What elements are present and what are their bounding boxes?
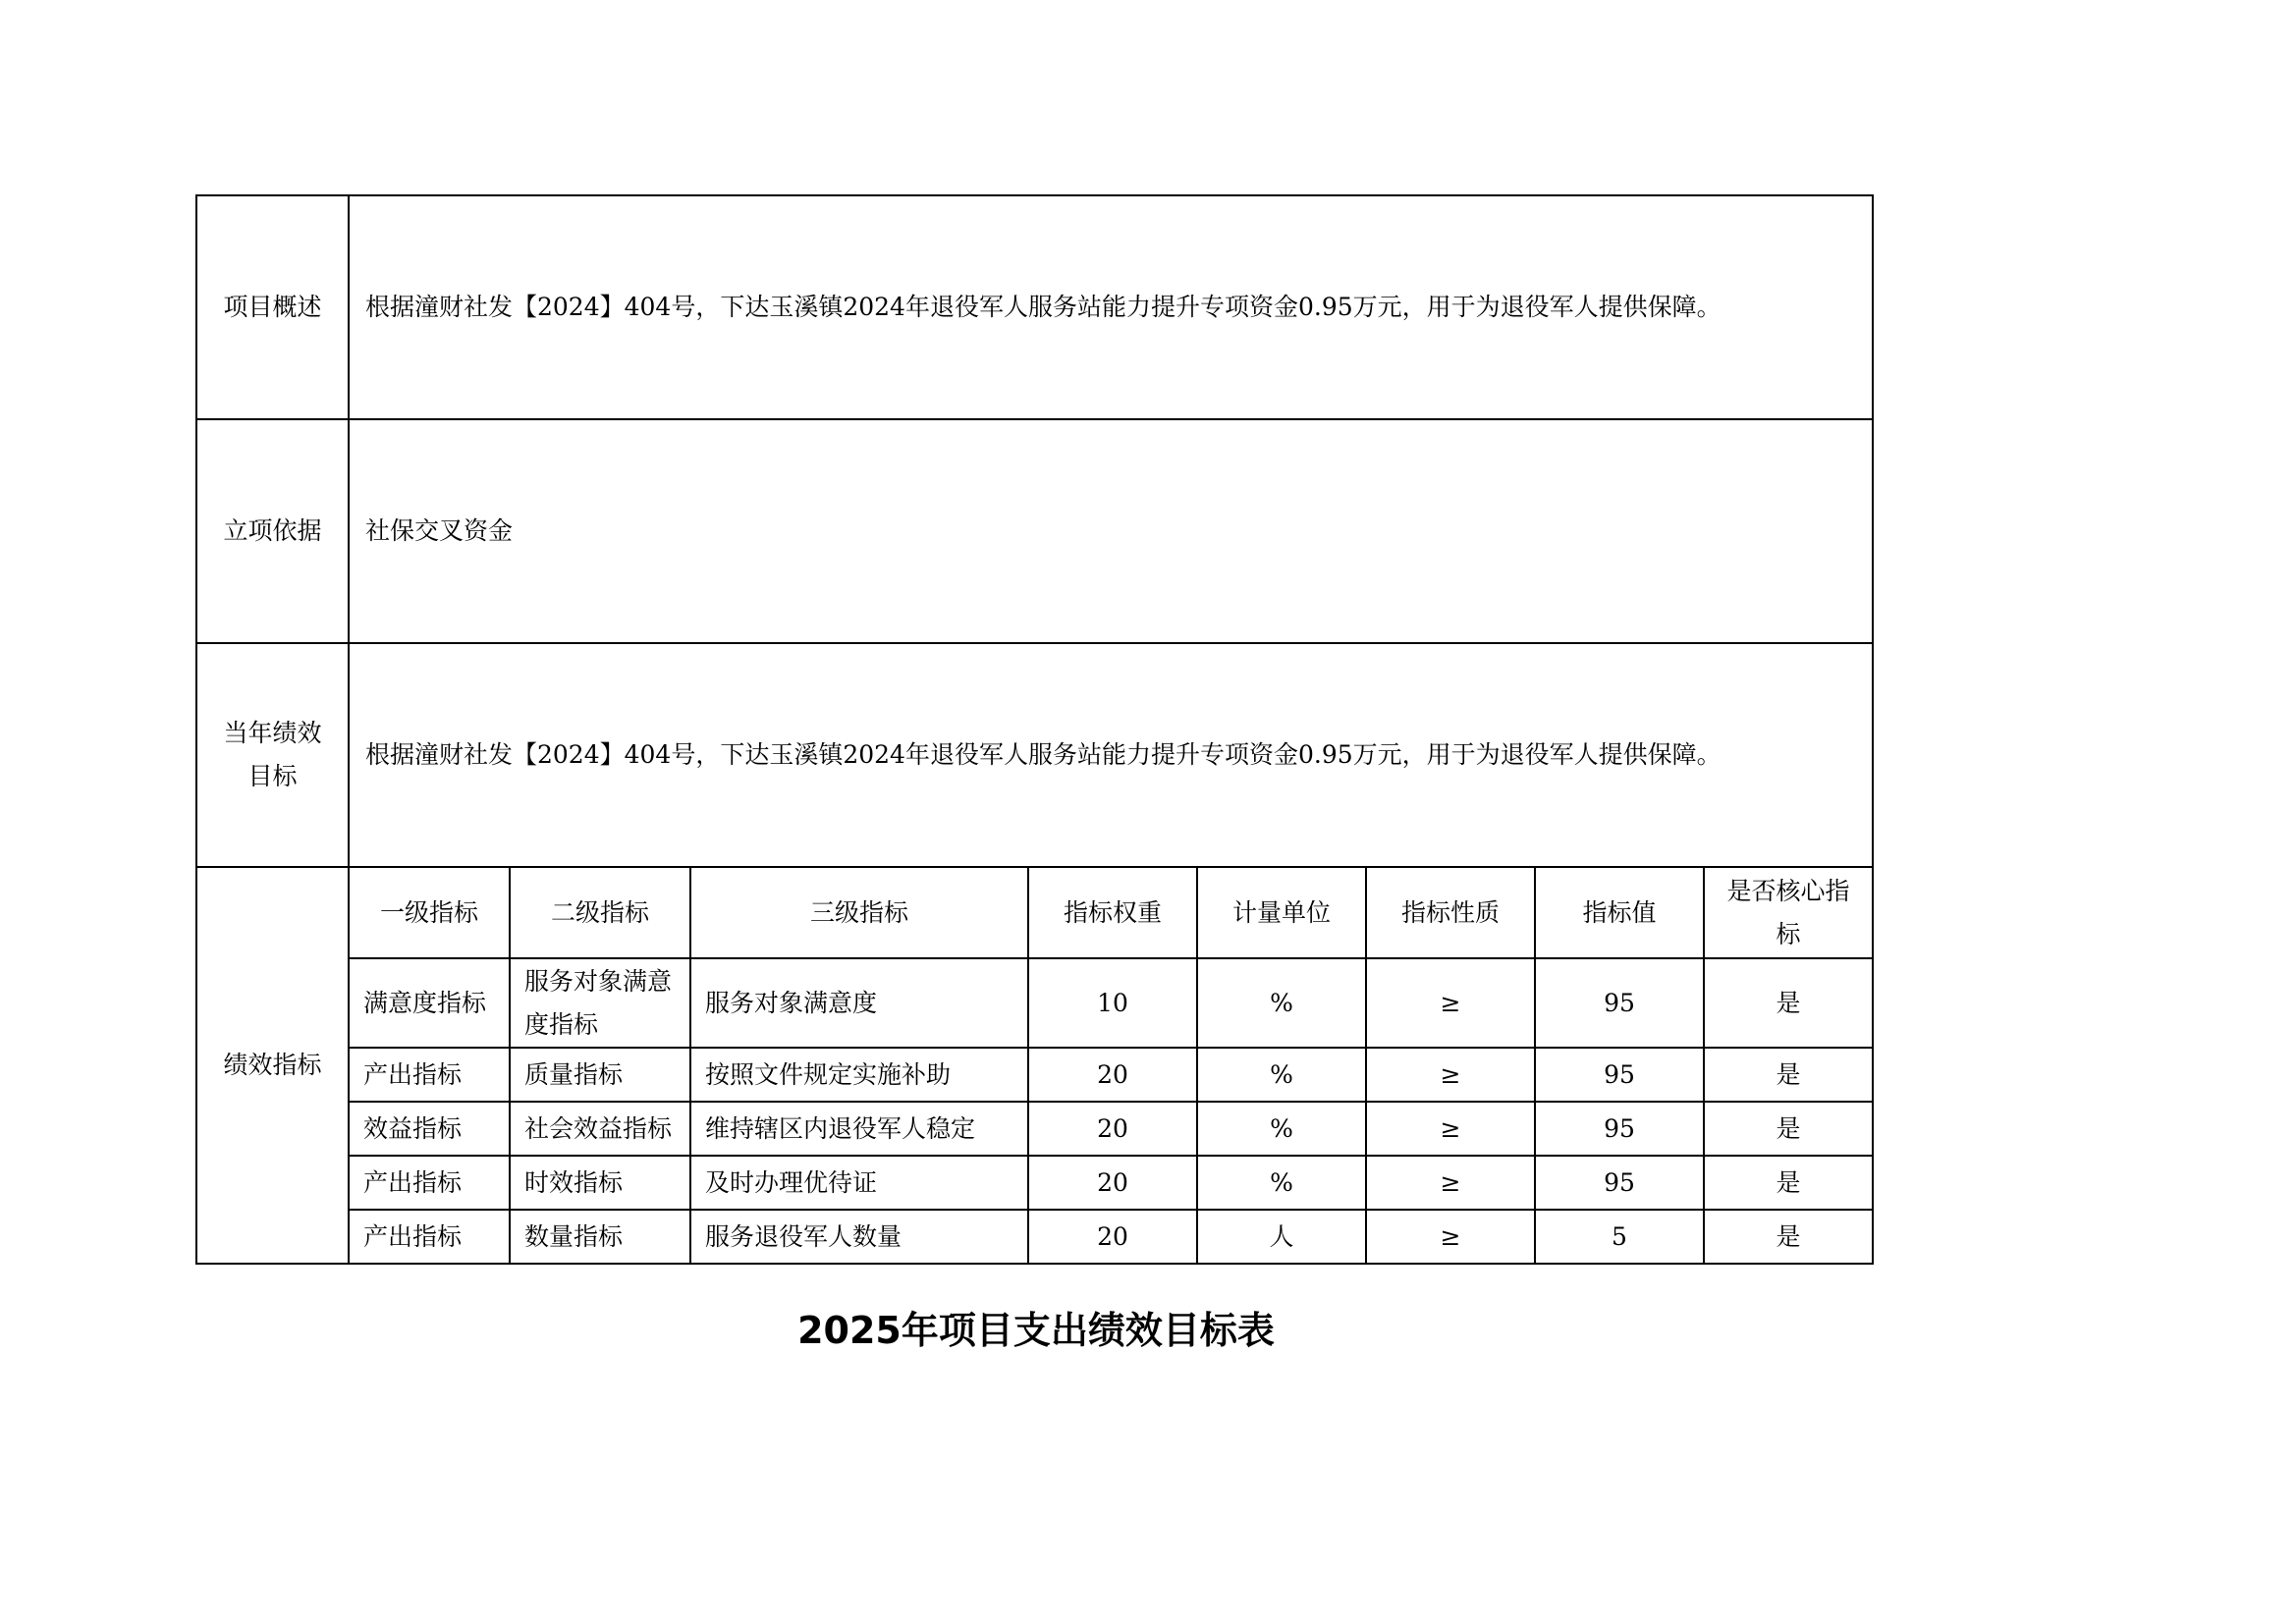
row5-level3: 服务退役军人数量 xyxy=(690,1210,1028,1264)
row2-weight: 20 xyxy=(1028,1048,1197,1102)
project-overview-label: 项目概述 xyxy=(196,195,349,419)
row2-level3: 按照文件规定实施补助 xyxy=(690,1048,1028,1102)
performance-goal-table xyxy=(195,194,1874,1265)
row1-nature: ≥ xyxy=(1366,958,1535,1048)
header-value: 指标值 xyxy=(1535,867,1704,958)
row3-unit: % xyxy=(1197,1102,1366,1156)
row4-core: 是 xyxy=(1704,1156,1873,1210)
annual-goal-label-line1: 当年绩效 xyxy=(223,719,322,747)
row4-value: 95 xyxy=(1535,1156,1704,1210)
header-unit: 计量单位 xyxy=(1197,867,1366,958)
row1-level3: 服务对象满意度 xyxy=(690,958,1028,1048)
row4-weight: 20 xyxy=(1028,1156,1197,1210)
row3-core: 是 xyxy=(1704,1102,1873,1156)
row5-nature: ≥ xyxy=(1366,1210,1535,1264)
row1-level2 xyxy=(510,958,690,1048)
row1-level2-line2: 度指标 xyxy=(524,1009,599,1039)
row2-core: 是 xyxy=(1704,1048,1873,1102)
row1-unit: % xyxy=(1197,958,1366,1048)
annual-goal-content: 根据潼财社发【2024】404号，下达玉溪镇2024年退役军人服务站能力提升专项资金0.95万元，用于为退役军人提供保障。 xyxy=(349,643,1873,867)
project-overview-row xyxy=(196,195,1873,419)
header-nature: 指标性质 xyxy=(1366,867,1535,958)
project-basis-content: 社保交叉资金 xyxy=(349,419,1873,643)
row2-level2: 质量指标 xyxy=(510,1048,690,1102)
row1-level2-line1: 服务对象满意 xyxy=(524,966,673,996)
table-row xyxy=(196,1210,1873,1264)
page-title: 2025年项目支出绩效目标表 xyxy=(797,1309,1275,1352)
header-level1: 一级指标 xyxy=(349,867,510,958)
table-row xyxy=(196,958,1873,1048)
row3-level2: 社会效益指标 xyxy=(510,1102,690,1156)
header-core-line2: 标 xyxy=(1776,919,1801,948)
row2-level1: 产出指标 xyxy=(349,1048,510,1102)
row1-core: 是 xyxy=(1704,958,1873,1048)
header-core xyxy=(1704,867,1873,958)
row2-nature: ≥ xyxy=(1366,1048,1535,1102)
row1-level1: 满意度指标 xyxy=(349,958,510,1048)
project-basis-row xyxy=(196,419,1873,643)
project-basis-label: 立项依据 xyxy=(196,419,349,643)
project-overview-content: 根据潼财社发【2024】404号，下达玉溪镇2024年退役军人服务站能力提升专项资金0.95万元，用于为退役军人提供保障。 xyxy=(349,195,1873,419)
row5-weight: 20 xyxy=(1028,1210,1197,1264)
annual-goal-label-line2: 目标 xyxy=(247,762,298,790)
header-weight: 指标权重 xyxy=(1028,867,1197,958)
annual-goal-label xyxy=(196,643,349,867)
indicators-label: 绩效指标 xyxy=(196,867,349,1264)
header-level2: 二级指标 xyxy=(510,867,690,958)
row5-level2: 数量指标 xyxy=(510,1210,690,1264)
table-row xyxy=(196,1102,1873,1156)
row5-unit: 人 xyxy=(1197,1210,1366,1264)
annual-goal-row xyxy=(196,643,1873,867)
row1-weight: 10 xyxy=(1028,958,1197,1048)
row4-unit: % xyxy=(1197,1156,1366,1210)
row2-value: 95 xyxy=(1535,1048,1704,1102)
row5-core: 是 xyxy=(1704,1210,1873,1264)
row3-weight: 20 xyxy=(1028,1102,1197,1156)
header-level3: 三级指标 xyxy=(690,867,1028,958)
row2-unit: % xyxy=(1197,1048,1366,1102)
row3-level1: 效益指标 xyxy=(349,1102,510,1156)
row4-nature: ≥ xyxy=(1366,1156,1535,1210)
table-row xyxy=(196,1048,1873,1102)
row3-nature: ≥ xyxy=(1366,1102,1535,1156)
row1-value: 95 xyxy=(1535,958,1704,1048)
row4-level1: 产出指标 xyxy=(349,1156,510,1210)
row4-level3: 及时办理优待证 xyxy=(690,1156,1028,1210)
table-row xyxy=(196,1156,1873,1210)
header-core-line1: 是否核心指 xyxy=(1726,876,1850,905)
row5-level1: 产出指标 xyxy=(349,1210,510,1264)
row3-value: 95 xyxy=(1535,1102,1704,1156)
row4-level2: 时效指标 xyxy=(510,1156,690,1210)
row5-value: 5 xyxy=(1535,1210,1704,1264)
row3-level3: 维持辖区内退役军人稳定 xyxy=(690,1102,1028,1156)
indicator-header-row xyxy=(196,867,1873,958)
